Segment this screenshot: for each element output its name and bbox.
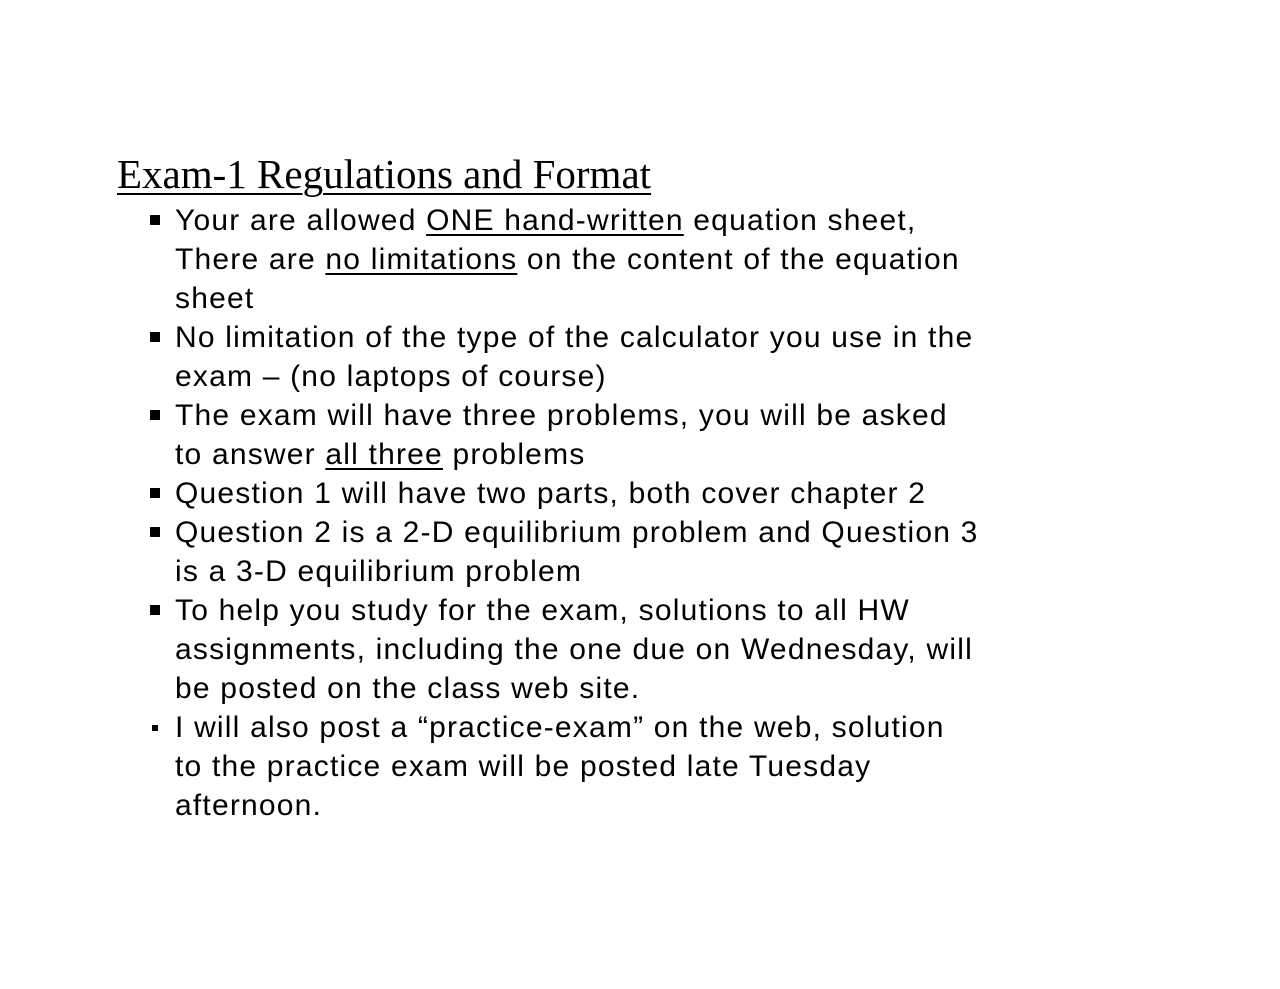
bullet-item-question-1	[175, 474, 1135, 513]
text-run: equation sheet,	[683, 204, 917, 237]
bullet-item-hw-solutions	[175, 591, 1135, 708]
bullet-item-three-problems	[175, 396, 1135, 474]
bullet-line	[175, 240, 1135, 279]
bullet-item-practice-exam	[175, 708, 1135, 825]
square-bullet-icon	[150, 605, 160, 615]
bullet-line: to the practice exam will be posted late Tuesday	[175, 750, 872, 783]
bullet-line: be posted on the class web site.	[175, 672, 641, 705]
underlined-text: no limitations	[325, 243, 518, 276]
square-bullet-icon	[150, 527, 160, 537]
bullet-list	[175, 201, 1135, 825]
square-bullet-icon	[150, 410, 160, 420]
square-bullet-icon	[152, 725, 158, 731]
bullet-line: To help you study for the exam, solutions to all HW	[175, 594, 910, 627]
slide-title: Exam-1 Regulations and Format	[117, 151, 652, 197]
bullet-line: afternoon.	[175, 789, 323, 822]
bullet-item-equation-sheet	[175, 201, 1135, 318]
bullet-line: Question 1 will have two parts, both cover chapter 2	[175, 477, 927, 510]
text-run: Your are allowed	[175, 204, 427, 237]
bullet-item-questions-2-3	[175, 513, 1135, 591]
text-run: on the content of the equation	[517, 243, 960, 276]
text-run: problems	[442, 438, 586, 471]
bullet-line: sheet	[175, 282, 255, 315]
bullet-line: assignments, including the one due on Wednesday, will	[175, 633, 973, 666]
bullet-line	[175, 435, 1135, 474]
text-run: to answer	[175, 438, 326, 471]
bullet-line: No limitation of the type of the calculator you use in the	[175, 321, 974, 354]
bullet-line	[175, 201, 1135, 240]
bullet-line: exam – (no laptops of course)	[175, 360, 607, 393]
bullet-item-calculator	[175, 318, 1135, 396]
bullet-line: Question 2 is a 2-D equilibrium problem and Question 3	[175, 516, 979, 549]
bullet-line: The exam will have three problems, you will be asked	[175, 399, 948, 432]
text-run: There are	[175, 243, 326, 276]
square-bullet-icon	[150, 215, 160, 225]
bullet-line: I will also post a “practice-exam” on the web, solution	[175, 711, 945, 744]
underlined-text: all three	[325, 438, 443, 471]
square-bullet-icon	[150, 488, 160, 498]
square-bullet-icon	[150, 332, 160, 342]
underlined-text: ONE hand-written	[426, 204, 684, 237]
bullet-line: is a 3-D equilibrium problem	[175, 555, 583, 588]
